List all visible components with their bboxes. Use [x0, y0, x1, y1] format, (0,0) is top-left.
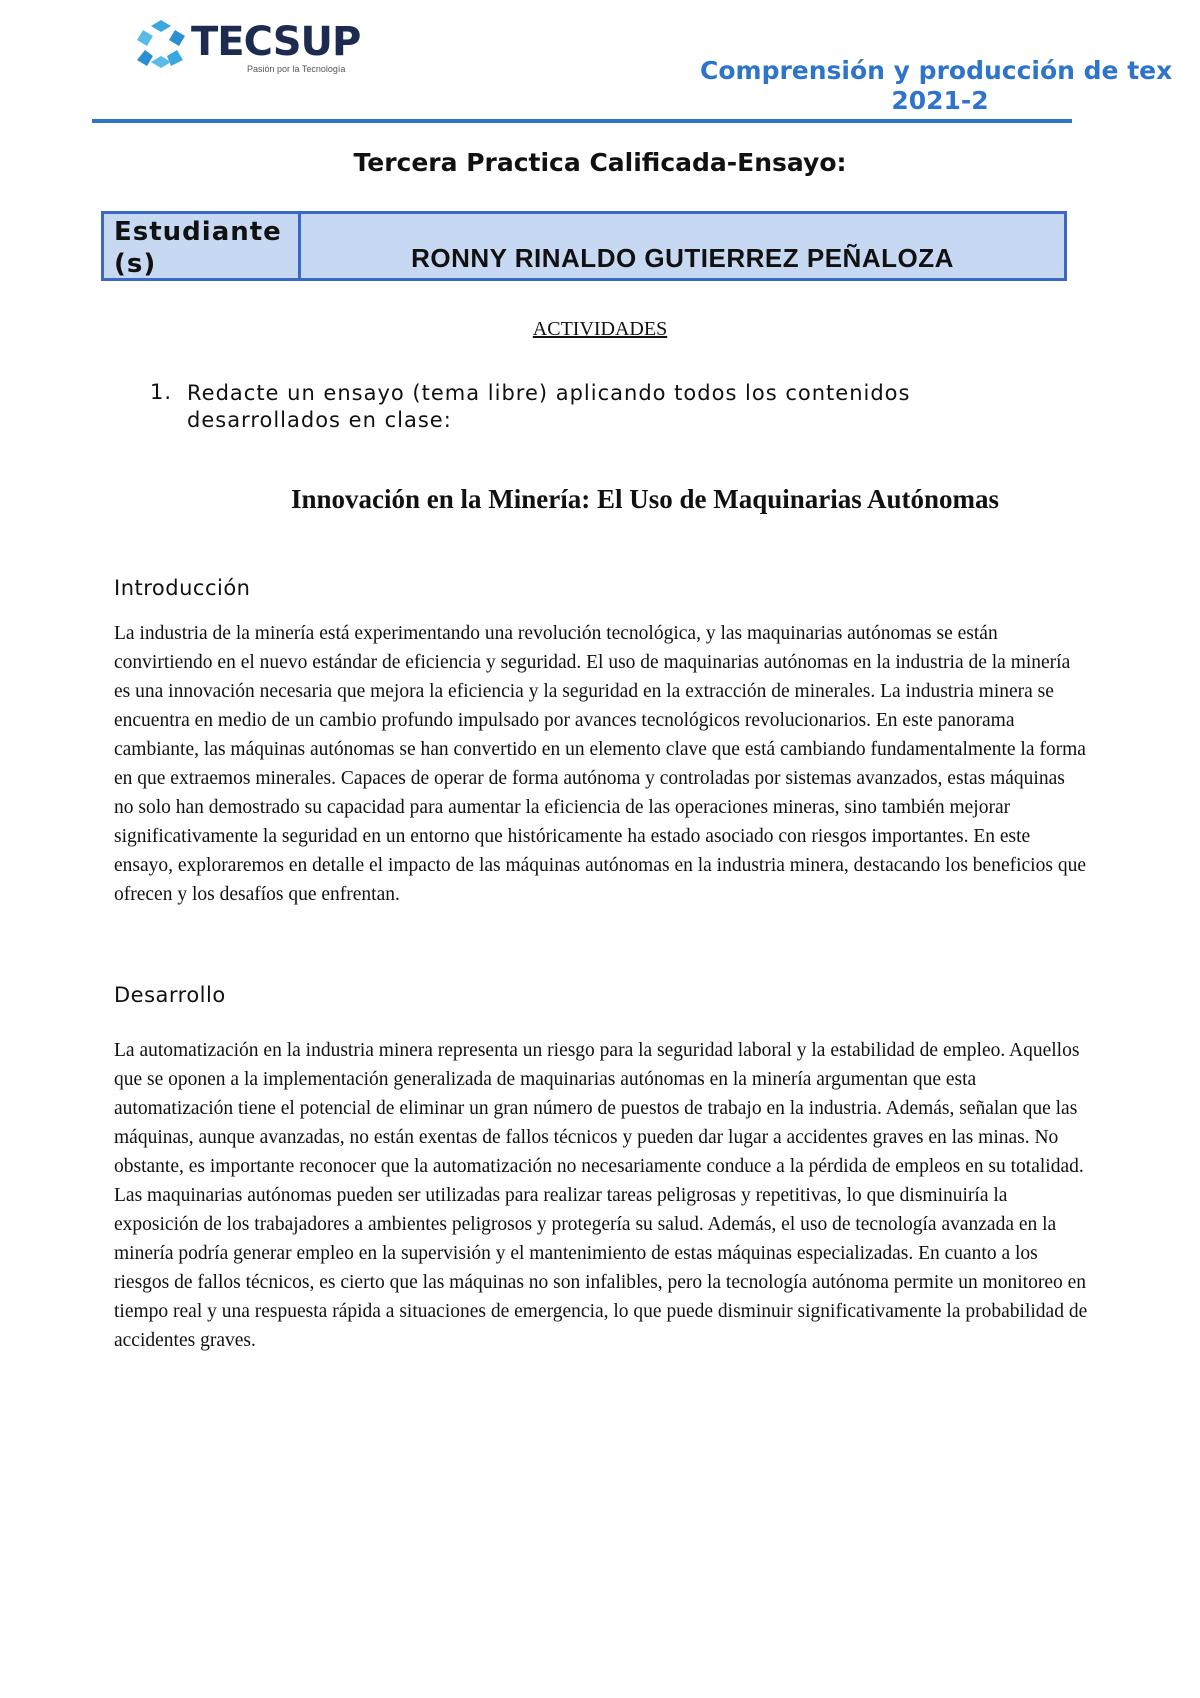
- intro-paragraph: La industria de la minería está experimentando una revolución tecnológica, y las maquinarias autónomas se están convirtiendo en el nuevo estándar de eficiencia y seguridad. El uso de maquinarias autónomas en la industria de la minería es una innovación necesaria que mejora la eficiencia y la seguridad en la extracción de minerales. La industria minera se encuentra en medio de un cambio profundo impulsado por avances tecnológicos revolucionarios. En este panorama cambiante, las máquinas autónomas se han convertido en un elemento clave que está cambiando fundamentalmente la forma en que extraemos minerales. Capaces de operar de forma autónoma y controladas por sistemas avanzados, estas máquinas no solo han demostrado su capacidad para aumentar la eficiencia de las operaciones mineras, sino también mejorar significativamente la seguridad en un entorno que históricamente ha estado asociado con riesgos importantes. En este ensayo, exploraremos en detalle el impacto de las máquinas autónomas en la industria minera, destacando los beneficios que ofrecen y los desafíos que enfrentan.: [114, 623, 1086, 905]
- student-label: Estudiante (s): [104, 214, 301, 278]
- logo-tagline: Pasión por la Tecnología: [247, 64, 346, 74]
- course-title: Comprensión y producción de tex: [700, 56, 1173, 85]
- logo-wordmark: TECSUP: [191, 19, 361, 65]
- student-table: [101, 211, 1067, 281]
- task-number: 1.: [150, 380, 173, 404]
- task-instruction: Redacte un ensayo (tema libre) aplicando todos los contenidos desarrollados en clase:: [187, 381, 911, 432]
- activities-heading: ACTIVIDADES: [532, 318, 668, 340]
- intro-heading: Introducción: [114, 576, 251, 600]
- document-title: Tercera Practica Calificada-Ensayo:: [353, 148, 847, 177]
- tecsup-logo-icon: [133, 16, 189, 72]
- header-divider: [92, 119, 1072, 123]
- development-paragraph: La automatización en la industria minera representa un riesgo para la seguridad laboral y la estabilidad de empleo. Aquellos que se oponen a la implementación generalizada de maquinarias autónomas en la minería argumentan que esta automatización tiene el potencial de eliminar un gran número de puestos de trabajo en la industria. Además, señalan que las máquinas, aunque avanzadas, no están exentas de fallos técnicos y pueden dar lugar a accidentes graves en las minas. No obstante, es importante reconocer que la automatización no necesariamente conduce a la pérdida de empleos en su totalidad. Las maquinarias autónomas pueden ser utilizadas para realizar tareas peligrosas y repetitivas, lo que disminuiría la exposición de los trabajadores a ambientes peligrosos y protegería su salud. Además, el uso de tecnología avanzada en la minería podría generar empleo en la supervisión y el mantenimiento de estas máquinas especializadas. En cuanto a los riesgos de fallos técnicos, es cierto que las máquinas no son infalibles, pero la tecnología autónoma permite un monitoreo en tiempo real y una respuesta rápida a situaciones de emergencia, lo que puede disminuir significativamente la probabilidad de accidentes graves.: [114, 1040, 1088, 1351]
- course-year: 2021-2: [891, 86, 989, 115]
- essay-title: Innovación en la Minería: El Uso de Maquinarias Autónomas: [290, 484, 1000, 514]
- development-heading: Desarrollo: [114, 983, 226, 1007]
- tecsup-logo: [133, 16, 363, 78]
- student-name: RONNY RINALDO GUTIERREZ PEÑALOZA: [411, 243, 954, 273]
